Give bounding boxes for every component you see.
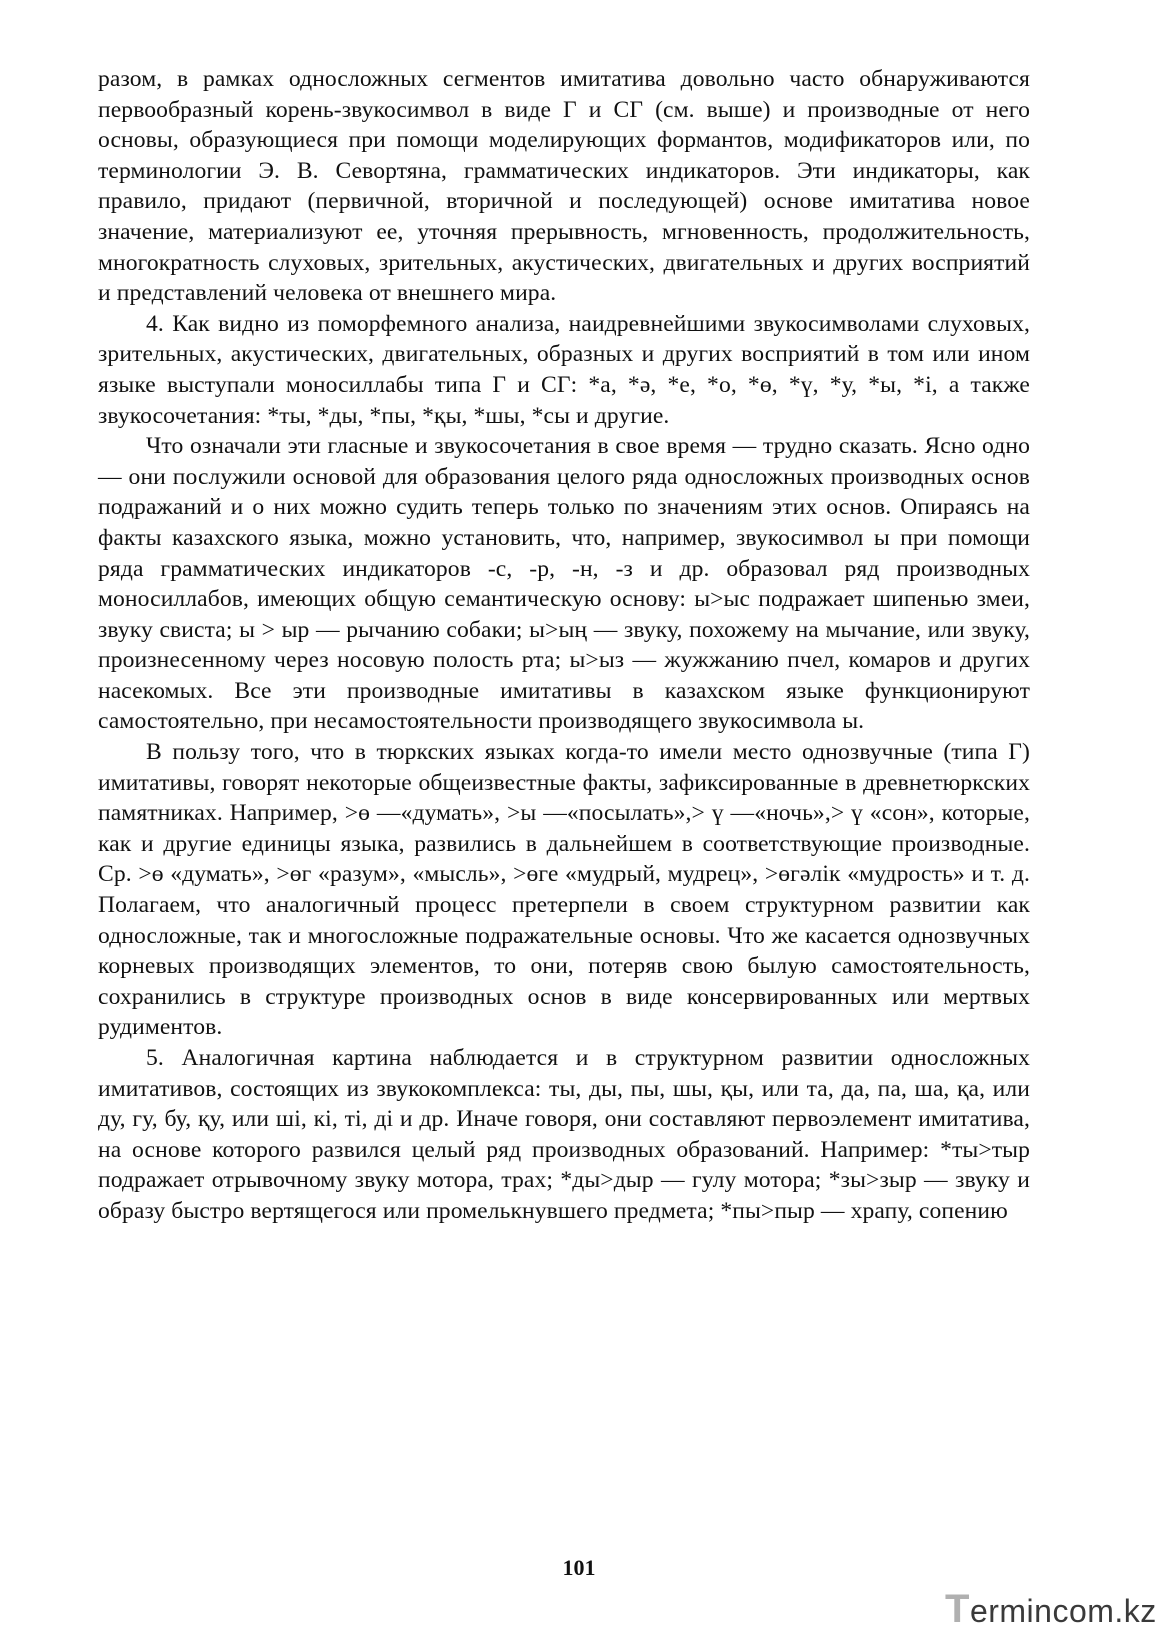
paragraph: 5. Аналогичная картина наблюдается и в структурном развитии односложных имитативов, состоящих из звукокомплекса: ты, ды, пы, шы, қы, или та, да, па, ша, қа, или ду, гу, бу, қу, или ші, кі, ті, ді и др. Иначе говоря, они составляют первоэлемент имитатива, на основе которого развился целый ряд производных образований. Например: *ты>тыр подражает отрывочному звуку мотора, трах; *ды>дыр — гулу мотора; *зы>зыр — звуку и образу быстро вертящегося или промелькнувшего предмета; *пы>пыр — храпу, сопению xyxy=(98,1045,1030,1224)
page-number: 101 xyxy=(562,1555,596,1580)
paragraph: В пользу того, что в тюркских языках когда-то имели место однозвучные (типа Г) имитативы, говорят некоторые общеизвестные факты, зафиксированные в древнетюркских памятниках. Например, >ө —«думать», >ы —«посылать»,> ү —«ночь»,> ү «сон», которые, как и другие единицы языка, развились в дальнейшем в соответствующие производные. Ср. >ө «думать», >өг «разум», «мысль», >өге «мудрый, мудрец», >өгәлік «мудрость» и т. д. Полагаем, что аналогичный процесс претерпели в своем структурном развитии как односложные, так и многосложные подражательные основы. Что же касается однозвучных корневых производящих элементов, то они, потеряв свою былую самостоятельность, сохранились в структуре производных основ в виде консервированных или мертвых рудиментов. xyxy=(98,739,1030,1041)
watermark-text: ermincom.kz xyxy=(969,1593,1157,1629)
paragraph: разом, в рамках односложных сегментов имитатива довольно часто обнаруживаются первообразный корень-звукосимвол в виде Г и СГ (см. выше) и производные от него основы, образующиеся при помощи моделирующих формантов, модификаторов или, по терминологии Э. В. Севортяна, грамматических индикаторов. Эти индикаторы, как правило, придают (первичной, вторичной и последующей) основе имитатива новое значение, материализуют ее, уточняя прерывность, мгновенность, продолжительность, многократность слуховых, зрительных, акустических, двигательных и других восприятий и представлений человека от внешнего мира. xyxy=(98,66,1030,307)
watermark-prefix: T xyxy=(945,1587,970,1631)
paragraph: Что означали эти гласные и звукосочетания в свое время — трудно сказать. Ясно одно — они послужили основой для образования целого ряда односложных производных основ подражаний и о них можно судить теперь только по значениям этих основ. Опираясь на факты казахского языка, можно установить, что, например, звукосимвол ы при помощи ряда грамматических индикаторов -с, -р, -н, -з и др. образовал ряд производных моносиллабов, имеющих общую семантическую основу: ы>ыс подражает шипенью змеи, звуку свиста; ы > ыр — рычанию собаки; ы>ың — звуку, похожему на мычание, или звуку, произнесенному через носовую полость рта; ы>ыз — жужжанию пчел, комаров и других насекомых. Все эти производные имитативы в казахском языке функционируют самостоятельно, при несамостоятельности производящего звукосимвола ы. xyxy=(98,433,1030,735)
paragraph: 4. Как видно из поморфемного анализа, наидревнейшими звукосимволами слуховых, зрительных, акустических, двигательных, образных и других восприятий в том или ином языке выступали моносиллабы типа Г и СГ: *а, *ә, *е, *о, *ө, *ү, *у, *ы, *і, а также звукосочетания: *ты, *ды, *пы, *қы, *шы, *сы и другие. xyxy=(98,310,1030,429)
body-text xyxy=(98,64,1030,1227)
watermark-logo xyxy=(945,1587,1157,1632)
